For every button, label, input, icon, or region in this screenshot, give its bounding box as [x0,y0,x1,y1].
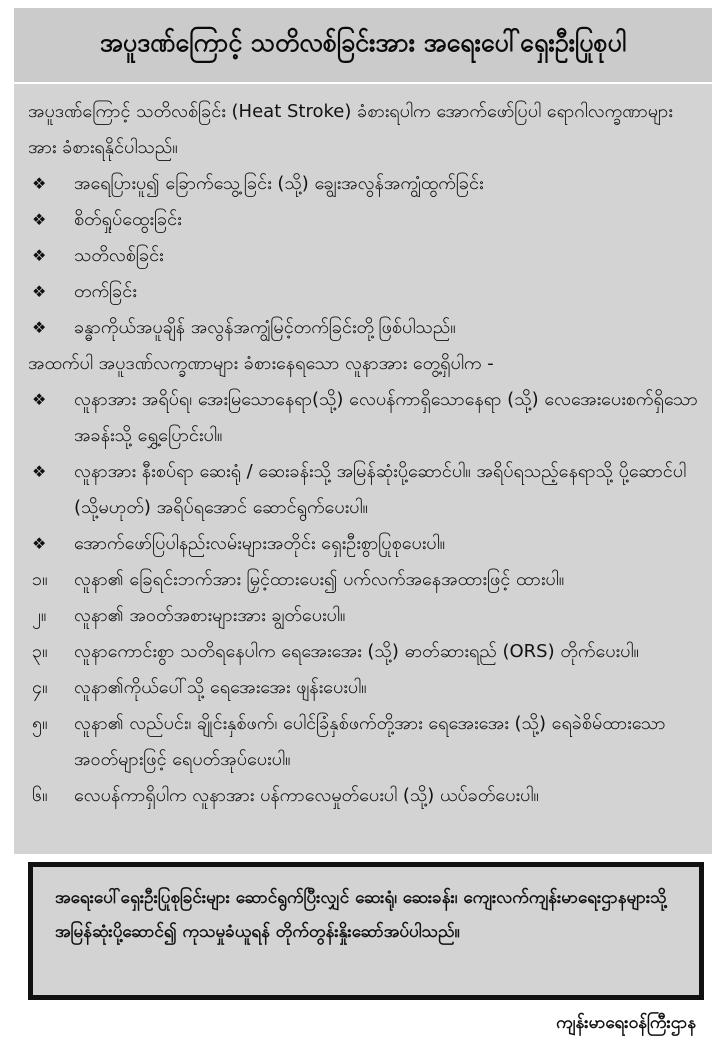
step-number: ၆။ [32,785,48,806]
step-text: လူနာ၏ လည်ပင်း၊ ချိုင်းနှစ်ဖက်၊ ပေါင်ခြံနှစ်ဖက်တို့အား ရေအေးအေး (သို့) ရေခဲစိမ်ထားသော အဝတ်များဖြင့် ရေပတ်အုပ်ပေးပါ။ [74,713,666,770]
step-text: လေပန်ကာရှိပါက လူနာအား ပန်ကာလေမှုတ်ပေးပါ (သို့) ယပ်ခတ်ပေးပါ။ [74,785,539,806]
step-text: လူနာ၏ ခြေရင်းဘက်အား မြှင့်ထားပေး၍ ပက်လက်အနေအထားဖြင့် ထားပါ။ [74,569,565,590]
step-text: လူနာ၏ အဝတ်အစားများအား ချွတ်ပေးပါ။ [74,605,346,626]
first-aid-text: လူနာအား အရိပ်ရ၊ အေးမြသောနေရာ(သို့) လေပန်ကာရှိသောနေရာ (သို့) လေအေးပေးစက်ရှိသောအခန်းသို့ ရွှေ့ပြောင်းပါ။ [74,389,698,446]
symptom-item [28,202,698,238]
step-number: ၄။ [32,677,48,698]
diamond-bullet-icon: ❖ [32,390,47,409]
step-item [28,634,698,670]
issuer-signature: ကျန်းမာရေးဝန်ကြီးဌာန [556,1013,696,1033]
main-panel [14,84,712,854]
symptom-item [28,274,698,310]
first-aid-item [28,382,698,454]
symptom-text: သတိလစ်ခြင်း [74,245,164,266]
symptom-text: ခန္ဓာကိုယ်အပူချိန် အလွန်အကျွံမြင့်တက်ခြင်းတို့ဖြစ်ပါသည်။ [74,317,456,338]
first-aid-item [28,454,698,526]
symptom-item [28,310,698,346]
diamond-bullet-icon: ❖ [32,318,47,337]
diamond-bullet-icon: ❖ [32,282,47,301]
diamond-bullet-icon: ❖ [32,246,47,265]
symptom-item [28,166,698,202]
step-number: ၃။ [32,641,48,662]
transition-paragraph: အထက်ပါ အပူဒဏ်လက္ခဏာများ ခံစားနေရသော လူနာအား တွေ့ရှိပါက - [28,353,494,374]
step-number: ၂။ [32,605,47,626]
step-text: လူနာ၏ကိုယ်ပေါ်သို့ ရေအေးအေး ဖျန်းပေးပါ။ [74,677,367,698]
title-bar [14,8,712,82]
first-aid-text: လူနာအား နီးစပ်ရာ ဆေးရုံ / ဆေးခန်းသို့ အမြန်ဆုံးပို့ဆောင်ပါ။ အရိပ်ရသည့်နေရာသို့ ပို့ဆောင်ပါ (သို့မဟုတ်) အရိပ်ရအောင် ဆောင်ရွက်ပေးပါ။ [74,461,687,518]
symptom-item [28,238,698,274]
notice-text: အရေးပေါ်ရှေးဦးပြုစုခြင်းများ ဆောင်ရွက်ပြီးလျှင် ဆေးရုံ၊ ဆေးခန်း၊ ကျေးလက်ကျန်းမာရေးဌာနများသို့ အမြန်ဆုံးပို့ဆောင်၍ ကုသမှုခံယူရန် တိုက်တွန်းနှိုးဆော်အပ်ပါသည်။ [55,888,667,942]
step-item [28,778,698,814]
step-item [28,670,698,706]
diamond-bullet-icon: ❖ [32,462,47,481]
intro-paragraph: အပူဒဏ်ကြောင့် သတိလစ်ခြင်း (Heat Stroke) ခံစားရပါက အောက်ဖော်ပြပါ ရောဂါလက္ခဏာများအား ခံစားရနိုင်ပါသည်။ [28,101,673,158]
diamond-bullet-icon: ❖ [32,534,47,553]
step-number: ၅။ [32,713,48,734]
step-number: ၁။ [32,569,48,590]
first-aid-text: အောက်ဖော်ပြပါနည်းလမ်းများအတိုင်း ရှေးဦးစွာပြုစုပေးပါ။ [74,533,446,554]
symptom-text: အရေပြားပူ၍ ခြောက်သွေ့ခြင်း (သို့) ချွေးအလွန်အကျွံထွက်ခြင်း [74,173,484,194]
symptom-text: စိတ်ရှုပ်ထွေးခြင်း [74,209,182,230]
step-text: လူနာကောင်းစွာ သတိရနေပါက ရေအေးအေး (သို့) ဓာတ်ဆားရည် (ORS) တိုက်ပေးပါ။ [74,641,639,662]
diamond-bullet-icon: ❖ [32,210,47,229]
step-item [28,598,698,634]
diamond-bullet-icon: ❖ [32,174,47,193]
step-item [28,562,698,598]
notice-box [28,862,704,1000]
first-aid-item [28,526,698,562]
page-title: အပူဒဏ်ကြောင့် သတိလစ်ခြင်းအား အရေးပေါ်ရှေးဦးပြုစုပါ [99,27,627,57]
step-item [28,706,698,778]
symptom-text: တက်ခြင်း [74,281,137,302]
